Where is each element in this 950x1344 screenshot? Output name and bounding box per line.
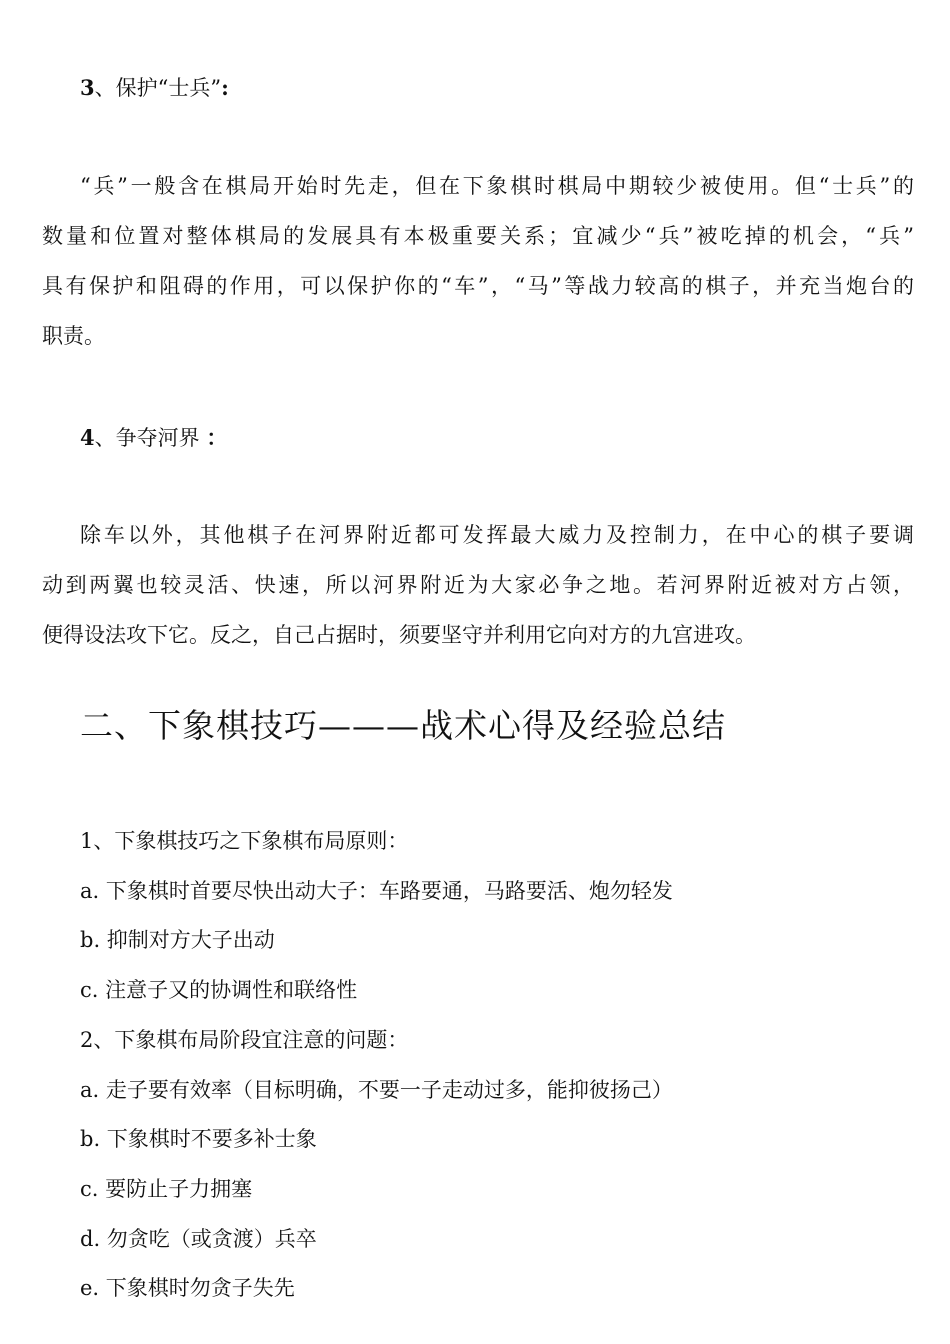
list-item: d. 勿贪吃（或贪渡）兵卒 [80, 1226, 317, 1251]
list-item: e. 下象棋时勿贪子失先 [80, 1276, 295, 1301]
section-3-colon: : [221, 75, 229, 100]
section-3-title: 、保护“士兵” [94, 76, 222, 100]
tips-list [80, 817, 673, 1314]
paragraph-line: 除车以外，其他棋子在河界附近都可发挥最大威力及控制力，在中心的棋子要调 [80, 523, 914, 547]
paragraph-line: 数量和位置对整体棋局的发展具有本极重要关系；宜减少“兵”被吃掉的机会，“兵” [42, 224, 914, 248]
list-item: b. 抑制对方大子出动 [80, 928, 275, 953]
list-item: c. 注意子又的协调性和联络性 [80, 978, 358, 1003]
paragraph-line: “兵”一般含在棋局开始时先走，但在下象棋时棋局中期较少被使用。但“士兵”的 [80, 174, 914, 198]
list-item: a. 走子要有效率（目标明确，不要一子走动过多，能抑彼扬己） [80, 1077, 673, 1102]
list-item: a. 下象棋时首要尽快出动大子：车路要通，马路要活、炮勿轻发 [80, 878, 673, 903]
section-4-colon: ： [206, 425, 228, 450]
section-4-heading [80, 425, 227, 451]
paragraph-line: 职责。 [42, 324, 105, 348]
section-4-paragraph [42, 510, 914, 660]
paragraph-line: 便得设法攻下它。反之，自己占据时，须要坚守并利用它向对方的九宫进攻。 [42, 623, 756, 647]
list-item: 2、下象棋布局阶段宜注意的问题： [80, 1027, 409, 1052]
section-title: 二、下象棋技巧———战术心得及经验总结 [80, 706, 726, 745]
section-3-paragraph [42, 161, 914, 361]
section-4-number: 4 [80, 425, 95, 450]
section-3-heading [80, 75, 229, 101]
list-item: 1、下象棋技巧之下象棋布局原则： [80, 829, 409, 853]
section-4-title: 、争夺河界 [94, 426, 207, 450]
list-item: c. 要防止子力拥塞 [80, 1176, 253, 1201]
paragraph-line: 具有保护和阻碍的作用，可以保护你的“车”，“马”等战力较高的棋子，并充当炮台的 [42, 274, 914, 298]
list-item: b. 下象棋时不要多补士象 [80, 1127, 317, 1152]
paragraph-line: 动到两翼也较灵活、快速，所以河界附近为大家必争之地。若河界附近被对方占领， [42, 573, 914, 597]
section-3-number: 3 [80, 75, 95, 100]
